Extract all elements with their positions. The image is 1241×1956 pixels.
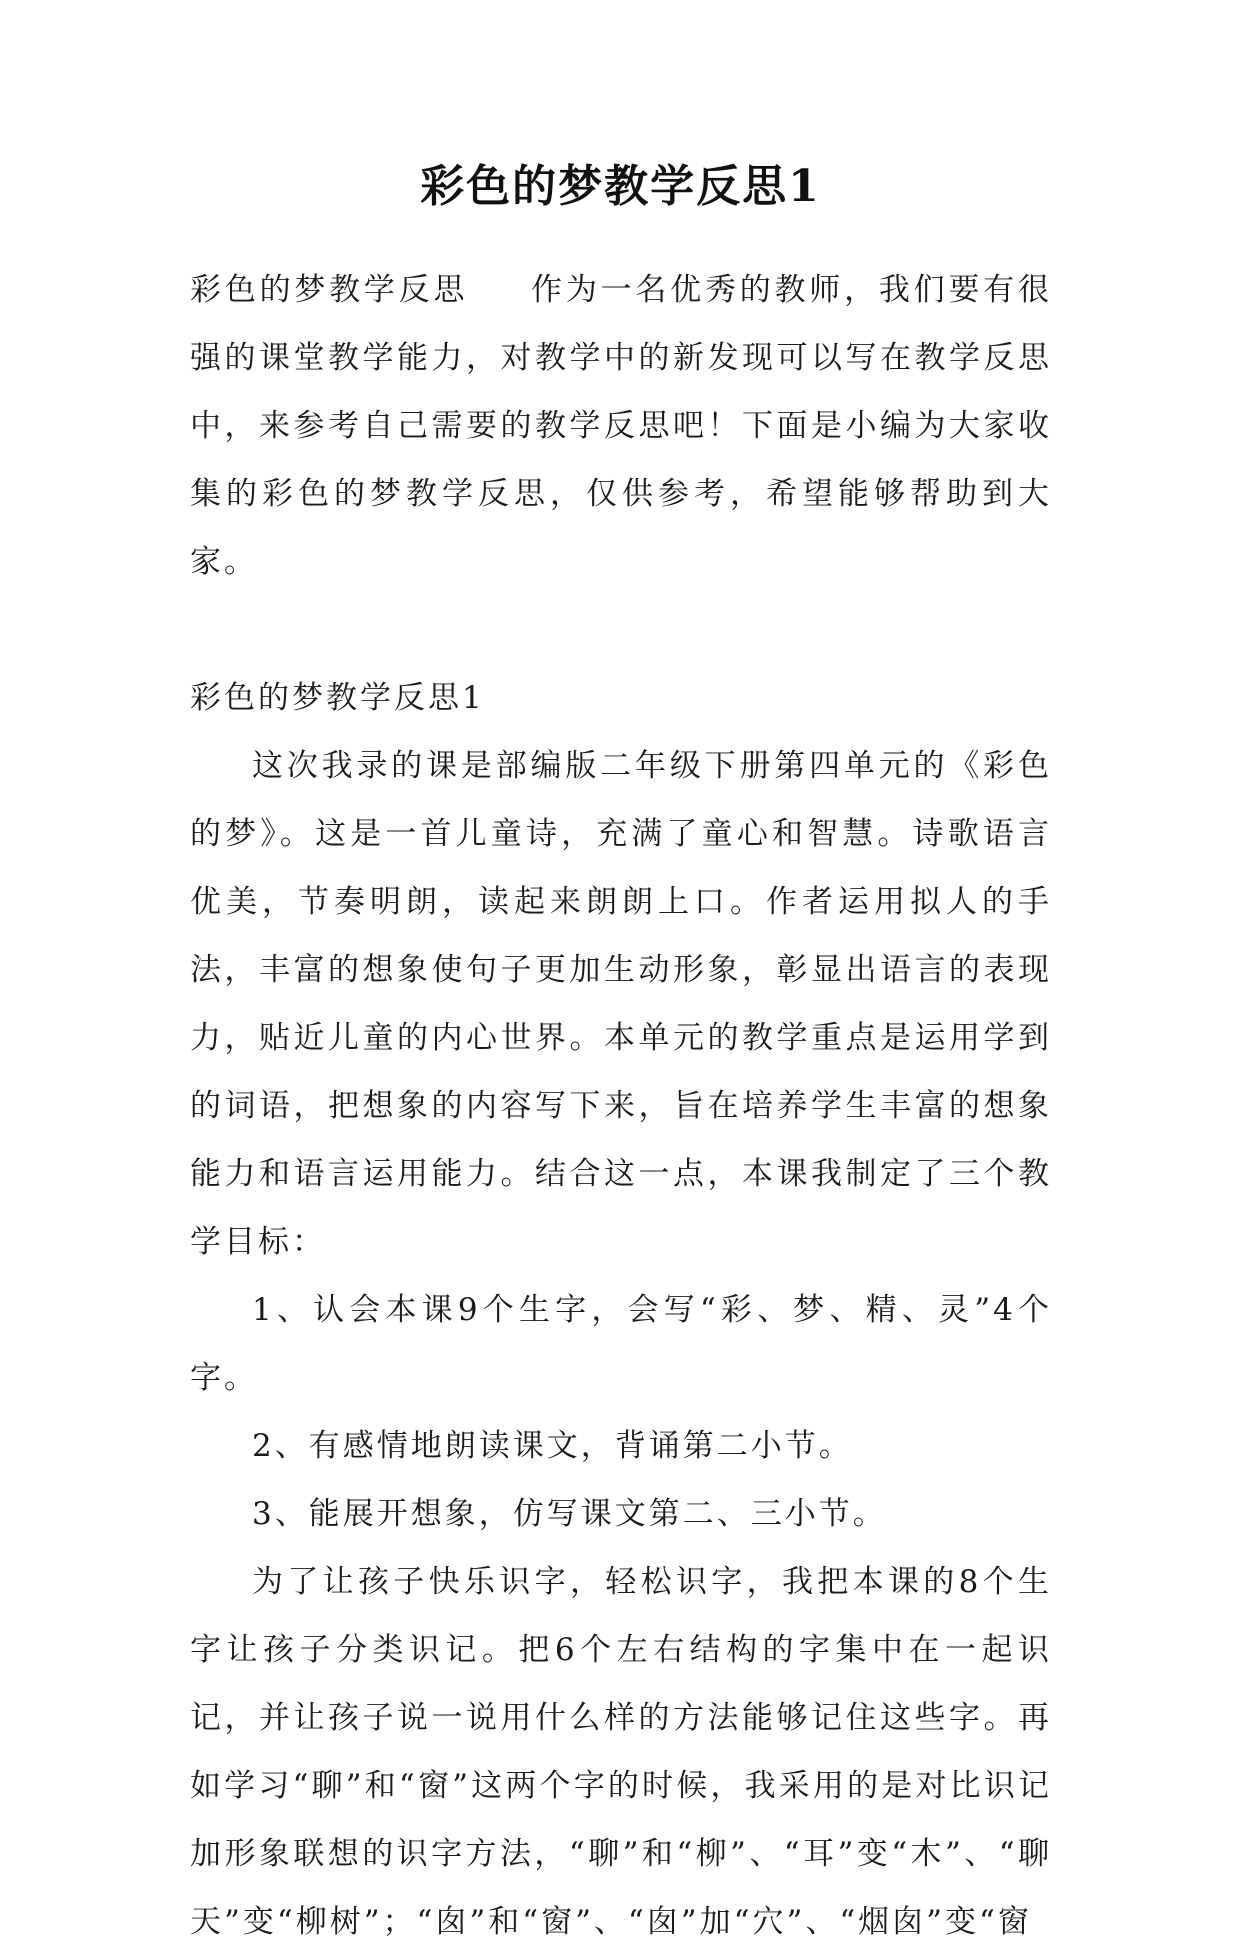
intro-paragraph: [190, 256, 1052, 596]
section-heading: 彩色的梦教学反思1: [190, 680, 485, 716]
body-paragraph-2: 为了让孩子快乐识字，轻松识字，我把本课的8个生字让孩子分类识记。把6个左右结构的字集中在一起识记，并让孩子说一说用什么样的方法能够记住这些字。再如学习“聊”和“窗”这两个字的时候，我采用的是对比识记加形象联想的识字方法，“聊”和“柳”、“耳”变“木”、“聊天”变“柳树”；“囱”和“窗”、“囱”加“穴”、“烟囱”变“窗: [190, 1564, 1052, 1940]
document-body: [190, 256, 1052, 1956]
paragraph-spacer: [190, 596, 1052, 664]
body-paragraph-1: 这次我录的课是部编版二年级下册第四单元的《彩色的梦》。这是一首儿童诗，充满了童心和智慧。诗歌语言优美，节奏明朗，读起来朗朗上口。作者运用拟人的手法，丰富的想象使句子更加生动形象，彰显出语言的表现力，贴近儿童的内心世界。本单元的教学重点是运用学到的词语，把想象的内容写下来，旨在培养学生丰富的想象能力和语言运用能力。结合这一点，本课我制定了三个教学目标：: [190, 748, 1052, 1260]
intro-text: 作为一名优秀的教师，我们要有很强的课堂教学能力，对教学中的新发现可以写在教学反思中，来参考自己需要的教学反思吧！下面是小编为大家收集的彩色的梦教学反思，仅供参考，希望能够帮助到大家。: [190, 272, 1053, 580]
objective-3: 3、能展开想象，仿写课文第二、三小节。: [252, 1496, 887, 1532]
objective-2: 2、有感情地朗读课文，背诵第二小节。: [252, 1428, 853, 1464]
intro-lead: 彩色的梦教学反思: [190, 272, 469, 308]
document-title: 彩色的梦教学反思1: [420, 161, 821, 212]
objective-1: 1、认会本课9个生字，会写“彩、梦、精、灵”4个字。: [190, 1292, 1052, 1396]
